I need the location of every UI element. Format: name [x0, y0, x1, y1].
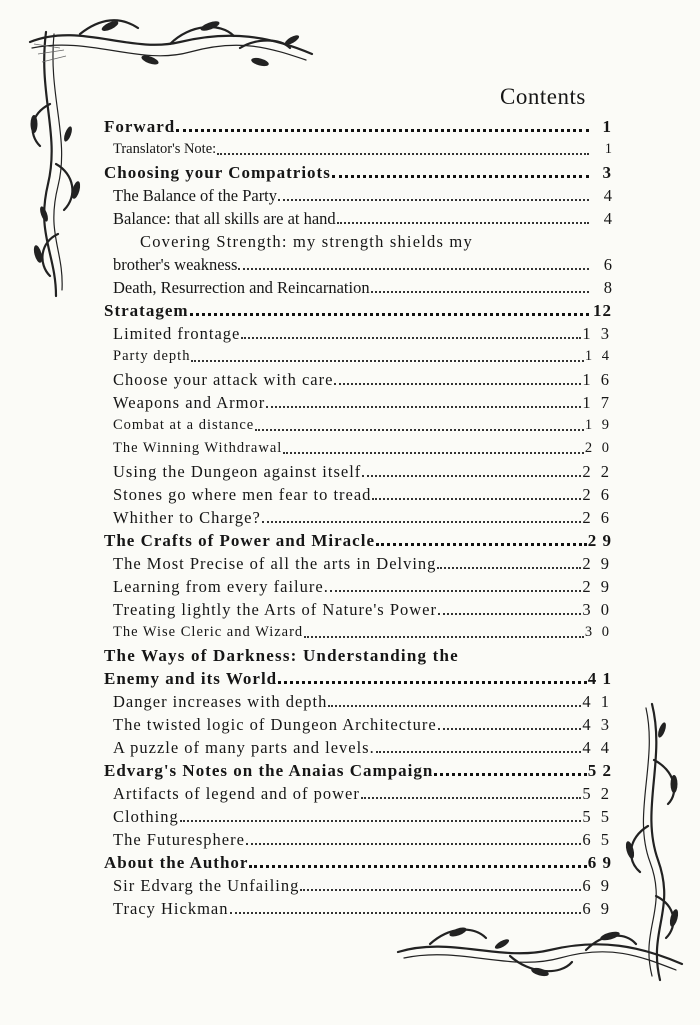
dot-leader [328, 705, 581, 707]
toc-entry-title: The twisted logic of Dungeon Architecture [113, 715, 437, 734]
toc-page-number: 4 3 [582, 715, 612, 734]
toc-section-entry[interactable] [104, 182, 612, 205]
toc-section-entry[interactable] [104, 826, 612, 849]
dot-leader [437, 567, 581, 569]
toc-entry-title: The Most Precise of all the arts in Delving [113, 554, 437, 573]
dot-leader [249, 865, 586, 868]
toc-page-number: 2 9 [582, 554, 612, 573]
toc-section-entry[interactable] [104, 504, 612, 527]
dot-leader [376, 751, 582, 753]
dot-leader [283, 452, 584, 454]
toc-chapter-entry[interactable] [104, 757, 612, 780]
dot-leader [434, 773, 586, 776]
toc-page-number: 12 [593, 301, 612, 320]
toc-section-entry[interactable] [104, 619, 612, 642]
toc-page-number: 4 1 [582, 692, 612, 711]
dot-leader [332, 175, 589, 178]
toc-entry-title: Combat at a distance [113, 417, 255, 433]
toc-entry-title: The Balance of the Party [113, 186, 278, 205]
toc-section-entry[interactable] [104, 550, 612, 573]
dot-leader [266, 406, 581, 408]
dot-leader [334, 383, 581, 385]
toc-page-number: 2 9 [582, 577, 612, 596]
toc-entry-title: Party depth [113, 348, 191, 364]
toc-section-entry[interactable] [104, 228, 612, 251]
toc-entry-title: Clothing [113, 807, 179, 826]
toc-entry-title: The Futuresphere [113, 830, 245, 849]
toc-entry-title: About the Author [104, 853, 249, 872]
toc-entry-title: Treating lightly the Arts of Nature's Power [113, 600, 437, 619]
dot-leader [376, 543, 587, 546]
toc-page-number: 2 6 [582, 508, 612, 527]
toc-entry-title: The Crafts of Power and Miracle [104, 531, 375, 550]
toc-section-entry[interactable] [104, 780, 612, 803]
dot-leader [190, 313, 589, 316]
toc-page-number: 2 6 [582, 485, 612, 504]
toc-page-number: 1 [604, 141, 612, 157]
toc-page-number: 1 6 [582, 370, 612, 389]
toc-entry-title: The Wise Cleric and Wizard [113, 624, 304, 640]
dot-leader [362, 475, 581, 477]
toc-entry-title: Covering Strength: my strength shields my [140, 232, 473, 251]
dot-leader [304, 636, 584, 638]
toc-chapter-entry[interactable] [104, 665, 612, 688]
toc-entry-title: brother's weakness [113, 255, 238, 274]
toc-page-number: 1 7 [582, 393, 612, 412]
dot-leader [246, 843, 581, 845]
toc-page-number: 6 5 [582, 830, 612, 849]
toc-section-entry[interactable] [104, 573, 612, 596]
toc-entry-title: Sir Edvarg the Unfailing [113, 876, 300, 895]
toc-entry-title: Whither to Charge? [113, 508, 261, 527]
dot-leader [361, 797, 581, 799]
toc-entry-title: Using the Dungeon against itself [113, 462, 362, 481]
toc-section-entry[interactable] [104, 343, 612, 366]
dot-leader [191, 360, 583, 362]
toc-section-entry[interactable] [104, 803, 612, 826]
toc-section-entry[interactable] [104, 412, 612, 435]
toc-entry-title: Danger increases with depth [113, 692, 328, 711]
toc-chapter-entry[interactable] [104, 849, 612, 872]
toc-entry-title: Tracy Hickman [113, 899, 229, 918]
toc-page-number: 1 9 [584, 417, 612, 433]
toc-entry-title: Death, Resurrection and Reincarnation [113, 278, 370, 297]
toc-page-number: 6 9 [587, 853, 612, 872]
toc-section-entry[interactable] [104, 136, 612, 159]
toc-page-number: 2 9 [587, 531, 612, 550]
toc-section-entry[interactable] [104, 205, 612, 228]
toc-page-number: 3 [602, 163, 612, 182]
toc-section-entry[interactable] [104, 274, 612, 297]
dot-leader [278, 681, 587, 684]
toc-page-number: 5 5 [582, 807, 612, 826]
toc-page-number: 4 [603, 209, 612, 228]
dot-leader [337, 222, 589, 224]
dot-leader [278, 199, 589, 201]
toc-entry-title: Edvarg's Notes on the Anaias Campaign [104, 761, 434, 780]
dot-leader [438, 613, 581, 615]
table-of-contents [104, 113, 612, 918]
toc-section-entry[interactable] [104, 872, 612, 895]
toc-entry-title: The Ways of Darkness: Understanding the [104, 646, 459, 665]
dot-leader [176, 129, 589, 132]
toc-page-number: 5 2 [582, 784, 612, 803]
toc-chapter-entry[interactable] [104, 297, 612, 320]
toc-page-number: 6 [603, 255, 612, 274]
dot-leader [230, 912, 582, 914]
toc-page-number: 2 0 [584, 440, 612, 456]
page-title: Contents [500, 84, 586, 109]
dot-leader [371, 291, 589, 293]
toc-page-number: 8 [603, 278, 612, 297]
dot-leader [438, 728, 582, 730]
dot-leader [241, 337, 581, 339]
toc-page-number: 1 4 [584, 348, 612, 364]
toc-section-entry[interactable] [104, 366, 612, 389]
toc-section-entry[interactable] [104, 458, 612, 481]
dot-leader [300, 889, 581, 891]
toc-entry-title: Limited frontage [113, 324, 241, 343]
toc-chapter-entry[interactable] [104, 113, 612, 136]
dot-leader [180, 820, 582, 822]
toc-section-entry[interactable] [104, 688, 612, 711]
toc-chapter-entry[interactable] [104, 642, 612, 665]
toc-entry-title: Choose your attack with care [113, 370, 334, 389]
toc-entry-title: A puzzle of many parts and levels. [113, 738, 375, 757]
toc-section-entry[interactable] [104, 895, 612, 918]
toc-section-entry[interactable] [104, 251, 612, 274]
toc-section-entry[interactable] [104, 711, 612, 734]
toc-section-entry[interactable] [104, 389, 612, 412]
toc-entry-title: Stones go where men fear to tread [113, 485, 372, 504]
toc-page-number: 4 1 [587, 669, 612, 688]
toc-entry-title: Stratagem [104, 301, 189, 320]
toc-page-number: 4 4 [582, 738, 612, 757]
toc-page-number: 1 [602, 117, 612, 136]
toc-page-number: 4 [603, 186, 612, 205]
toc-entry-title: Choosing your Compatriots [104, 163, 331, 182]
toc-section-entry[interactable] [104, 320, 612, 343]
toc-page-number: 1 3 [582, 324, 612, 343]
toc-page-number: 3 0 [582, 600, 612, 619]
toc-page-number: 2 2 [582, 462, 612, 481]
toc-entry-title: Balance: that all skills are at hand [113, 209, 336, 228]
toc-chapter-entry[interactable] [104, 527, 612, 550]
toc-entry-title: Enemy and its World [104, 669, 278, 688]
toc-entry-title: Forward [104, 117, 176, 136]
toc-chapter-entry[interactable] [104, 159, 612, 182]
dot-leader [238, 268, 589, 270]
dot-leader [217, 153, 589, 155]
toc-entry-title: The Winning Withdrawal [113, 440, 283, 456]
toc-section-entry[interactable] [104, 481, 612, 504]
toc-section-entry[interactable] [104, 734, 612, 757]
toc-page-number: 5 2 [587, 761, 612, 780]
dot-leader [330, 590, 582, 592]
toc-page-number: 6 9 [582, 899, 612, 918]
toc-entry-title: Weapons and Armor [113, 393, 266, 412]
toc-entry-title: Learning from every failure. [113, 577, 329, 596]
toc-page-number: 3 0 [584, 624, 612, 640]
toc-entry-title: Artifacts of legend and of power [113, 784, 360, 803]
dot-leader [372, 498, 581, 500]
toc-entry-title: Translator's Note: [113, 141, 217, 157]
toc-section-entry[interactable] [104, 596, 612, 619]
dot-leader [255, 429, 584, 431]
dot-leader [262, 521, 582, 523]
toc-section-entry[interactable] [104, 435, 612, 458]
toc-page-number: 6 9 [582, 876, 612, 895]
